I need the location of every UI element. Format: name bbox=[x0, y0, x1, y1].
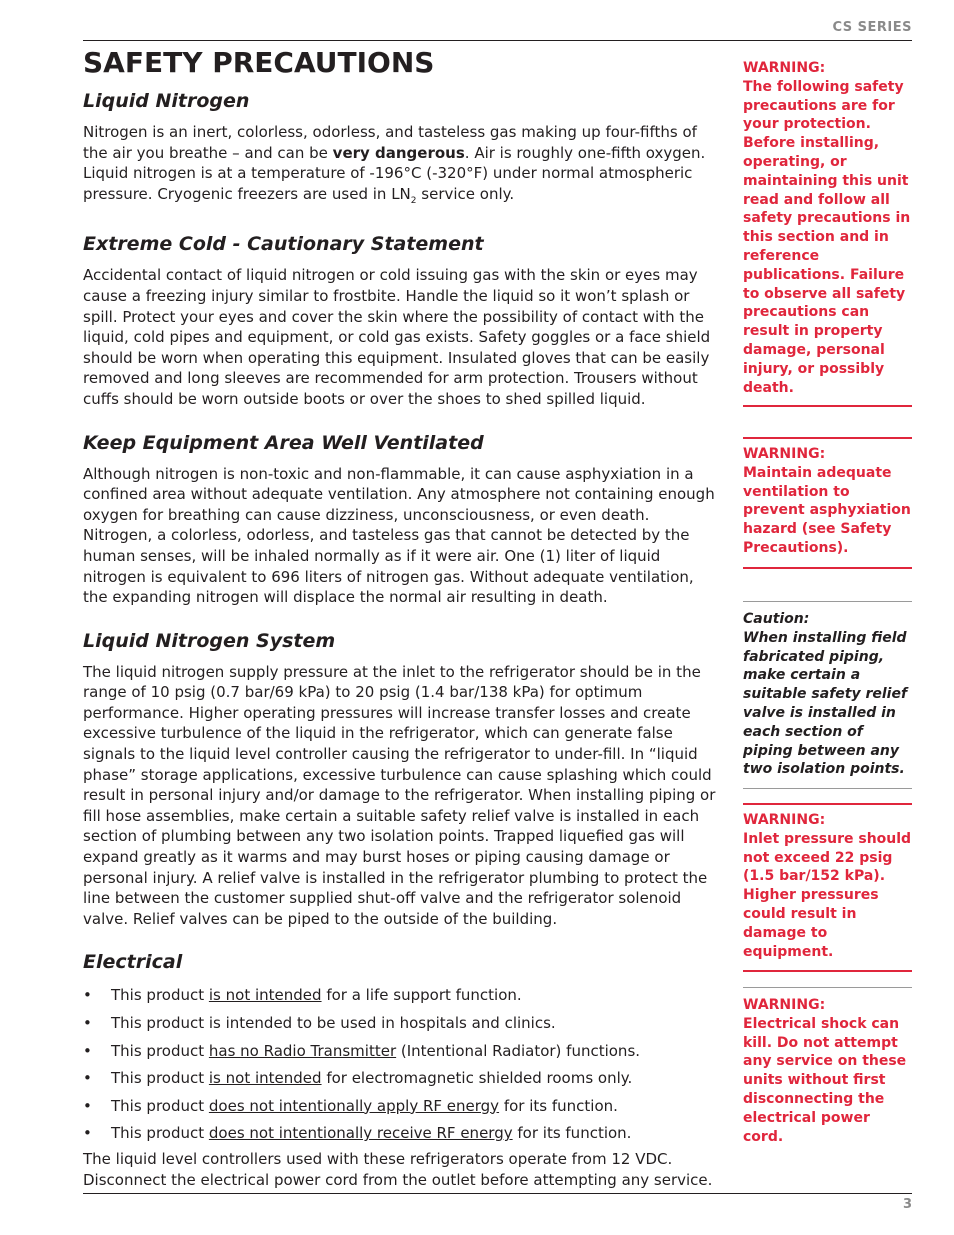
warning-title: WARNING: bbox=[743, 997, 826, 1013]
emphasis-text: very dangerous bbox=[332, 143, 465, 162]
section-heading: Keep Equipment Area Well Ventilated bbox=[83, 431, 484, 454]
warning-box-safety bbox=[743, 59, 912, 397]
text-run: This product bbox=[111, 1096, 209, 1115]
bottom-divider bbox=[83, 1193, 912, 1194]
text-run: This product bbox=[111, 986, 209, 1005]
divider bbox=[743, 970, 912, 972]
warning-title: WARNING: bbox=[743, 812, 826, 828]
list-item bbox=[83, 1096, 719, 1117]
underlined-text: does not intentionally receive RF energy bbox=[208, 1124, 513, 1143]
section-body: The liquid nitrogen supply pressure at the inlet to the refrigerator should be in the range of 10 psig (0.7 bar/69 kPa) to 20 psig (1.4 bar/138 kPa) for optimum performance. Higher operating pressures will increase transfer losses and create excessive turbulence of the liquid in the refrigerator, which can generate false signals to the liquid level controller causing the refrigerator to under-fill. In “liquid phase” storage applications, excessive turbulence can cause splashing which could result in personal injury and/or damage to the refrigerator. When installing piping or fill hose assemblies, make certain a suitable safety relief valve is installed in each section of plumbing between any two isolation points. Trapped liquefied gas will expand greatly as it warms and may burst hoses or piping causing damage or personal injury. A relief valve is installed in the refrigerator plumbing to protect the line between the customer supplied shut-off valve and the refrigerator solenoid valve. Relief valves can be piped to the outside of the building. bbox=[83, 662, 716, 928]
divider bbox=[743, 437, 912, 439]
section-heading: Liquid Nitrogen bbox=[83, 90, 250, 112]
text-run: This product is intended to be used in hospitals and clinics. bbox=[111, 1014, 556, 1032]
text-run: for electromagnetic shielded rooms only. bbox=[321, 1069, 633, 1088]
bullet-icon: • bbox=[83, 1069, 92, 1088]
caution-title: Caution: bbox=[743, 611, 810, 627]
bullet-icon: • bbox=[83, 1041, 92, 1060]
divider bbox=[743, 405, 912, 407]
underlined-text: is not intended bbox=[208, 986, 322, 1005]
series-label: CS SERIES bbox=[832, 20, 912, 35]
section-heading: Extreme Cold - Cautionary Statement bbox=[83, 233, 484, 256]
divider bbox=[743, 567, 912, 569]
section-extreme-cold bbox=[83, 231, 719, 409]
text-run: service only. bbox=[416, 184, 515, 203]
text-run: Nitrogen is an inert, colorless, odorless, and tasteless gas making up four-fifths of the air you breathe – and can be bbox=[83, 123, 697, 162]
list-item bbox=[83, 985, 719, 1006]
divider bbox=[743, 987, 912, 988]
section-liquid-nitrogen bbox=[83, 88, 719, 211]
text-run: for a life support function. bbox=[321, 986, 522, 1005]
underlined-text: does not intentionally apply RF energy bbox=[208, 1096, 500, 1115]
warning-text: Inlet pressure should not exceed 22 psig (1.5 bar/152 kPa). Higher pressures could result in damage to equipment. bbox=[743, 830, 912, 960]
section-closing-text: The liquid level controllers used with these refrigerators operate from 12 VDC. Disconnect the electrical power cord from the outlet before attempting any service. bbox=[83, 1149, 713, 1189]
section-ventilation bbox=[83, 430, 719, 608]
warning-box-pressure bbox=[743, 811, 912, 961]
subscript: 2 bbox=[410, 195, 417, 206]
bullet-icon: • bbox=[83, 1124, 92, 1143]
caution-box-piping bbox=[743, 610, 912, 779]
bullet-icon: • bbox=[83, 986, 92, 1005]
section-body bbox=[83, 122, 719, 211]
section-body: Although nitrogen is non-toxic and non-flammable, it can cause asphyxiation in a confined area without adequate ventilation. Any atmosphere not containing enough oxygen for breathing can cause dizziness, unconsciousness, or even death. Nitrogen, a colorless, odorless, and tasteless gas that cannot be detected by the human senses, will be inhaled normally as if it were air. One (1) liter of liquid nitrogen is equivalent to 696 liters of nitrogen gas. Without adequate ventilation, the expanding nitrogen will displace the normal air resulting in death. bbox=[83, 464, 715, 607]
list-item bbox=[83, 1041, 719, 1062]
page-number: 3 bbox=[902, 1197, 912, 1212]
text-run: for its function. bbox=[512, 1124, 632, 1143]
text-run: for its function. bbox=[499, 1096, 618, 1115]
text-run: This product bbox=[111, 1069, 209, 1088]
divider bbox=[743, 803, 912, 805]
warning-title: WARNING: bbox=[743, 60, 826, 76]
text-run: . Air is roughly one-fifth oxygen. Liquid nitrogen is at a temperature of -196°C (-320°F) under normal atmospheric pressure. Cryogenic freezers are used in LN bbox=[83, 143, 706, 203]
list-item bbox=[83, 1068, 719, 1089]
section-heading: Electrical bbox=[83, 951, 183, 974]
warning-box-electrical bbox=[743, 996, 912, 1146]
text-run: This product bbox=[111, 1124, 209, 1143]
electrical-bullet-list bbox=[83, 985, 719, 1144]
divider bbox=[743, 788, 912, 789]
divider bbox=[743, 601, 912, 602]
underlined-text: has no Radio Transmitter bbox=[208, 1041, 397, 1060]
section-liquid-nitrogen-system bbox=[83, 628, 719, 930]
warning-text: Electrical shock can kill. Do not attempt any service on these units without first disconnecting the electrical power cord. bbox=[743, 1015, 907, 1145]
list-item bbox=[83, 1123, 719, 1144]
caution-text: When installing field fabricated piping, make certain a suitable safety relief valve is installed in each section of piping between any two isolation points. bbox=[743, 629, 908, 778]
warning-text: Maintain adequate ventilation to prevent asphyxiation hazard (see Safety Precautions). bbox=[743, 464, 911, 556]
list-item bbox=[83, 1013, 719, 1034]
text-run: This product bbox=[111, 1041, 209, 1060]
main-column bbox=[83, 44, 719, 1190]
warning-box-ventilation bbox=[743, 445, 912, 558]
warning-title: WARNING: bbox=[743, 446, 826, 462]
bullet-icon: • bbox=[83, 1096, 92, 1115]
section-heading: Liquid Nitrogen System bbox=[83, 629, 336, 652]
text-run: (Intentional Radiator) functions. bbox=[396, 1041, 641, 1060]
section-electrical bbox=[83, 949, 719, 1190]
underlined-text: is not intended bbox=[208, 1069, 322, 1088]
bullet-icon: • bbox=[83, 1014, 92, 1032]
warning-text: The following safety precautions are for your protection. Before installing, operating, or maintaining this unit read and follow all safety precautions in this section and in reference publications. Failure to observe all safety precautions can result in property damage, personal injury, or possibly death. bbox=[743, 78, 911, 396]
page-title: SAFETY PRECAUTIONS bbox=[83, 46, 435, 79]
top-divider bbox=[83, 40, 912, 41]
section-body: Accidental contact of liquid nitrogen or cold issuing gas with the skin or eyes may cause a freezing injury similar to frostbite. Handle the liquid so it won’t splash or spill. Protect your eyes and cover the skin where the possibility of contact with the liquid, cold pipes and equipment, or cold gas exists. Safety goggles or a face shield should be worn when operating this equipment. Insulated gloves that can be easily removed and long sleeves are recommended for arm protection. Trousers without cuffs should be worn outside boots or over the shoes to shed spilled liquid. bbox=[83, 266, 711, 408]
